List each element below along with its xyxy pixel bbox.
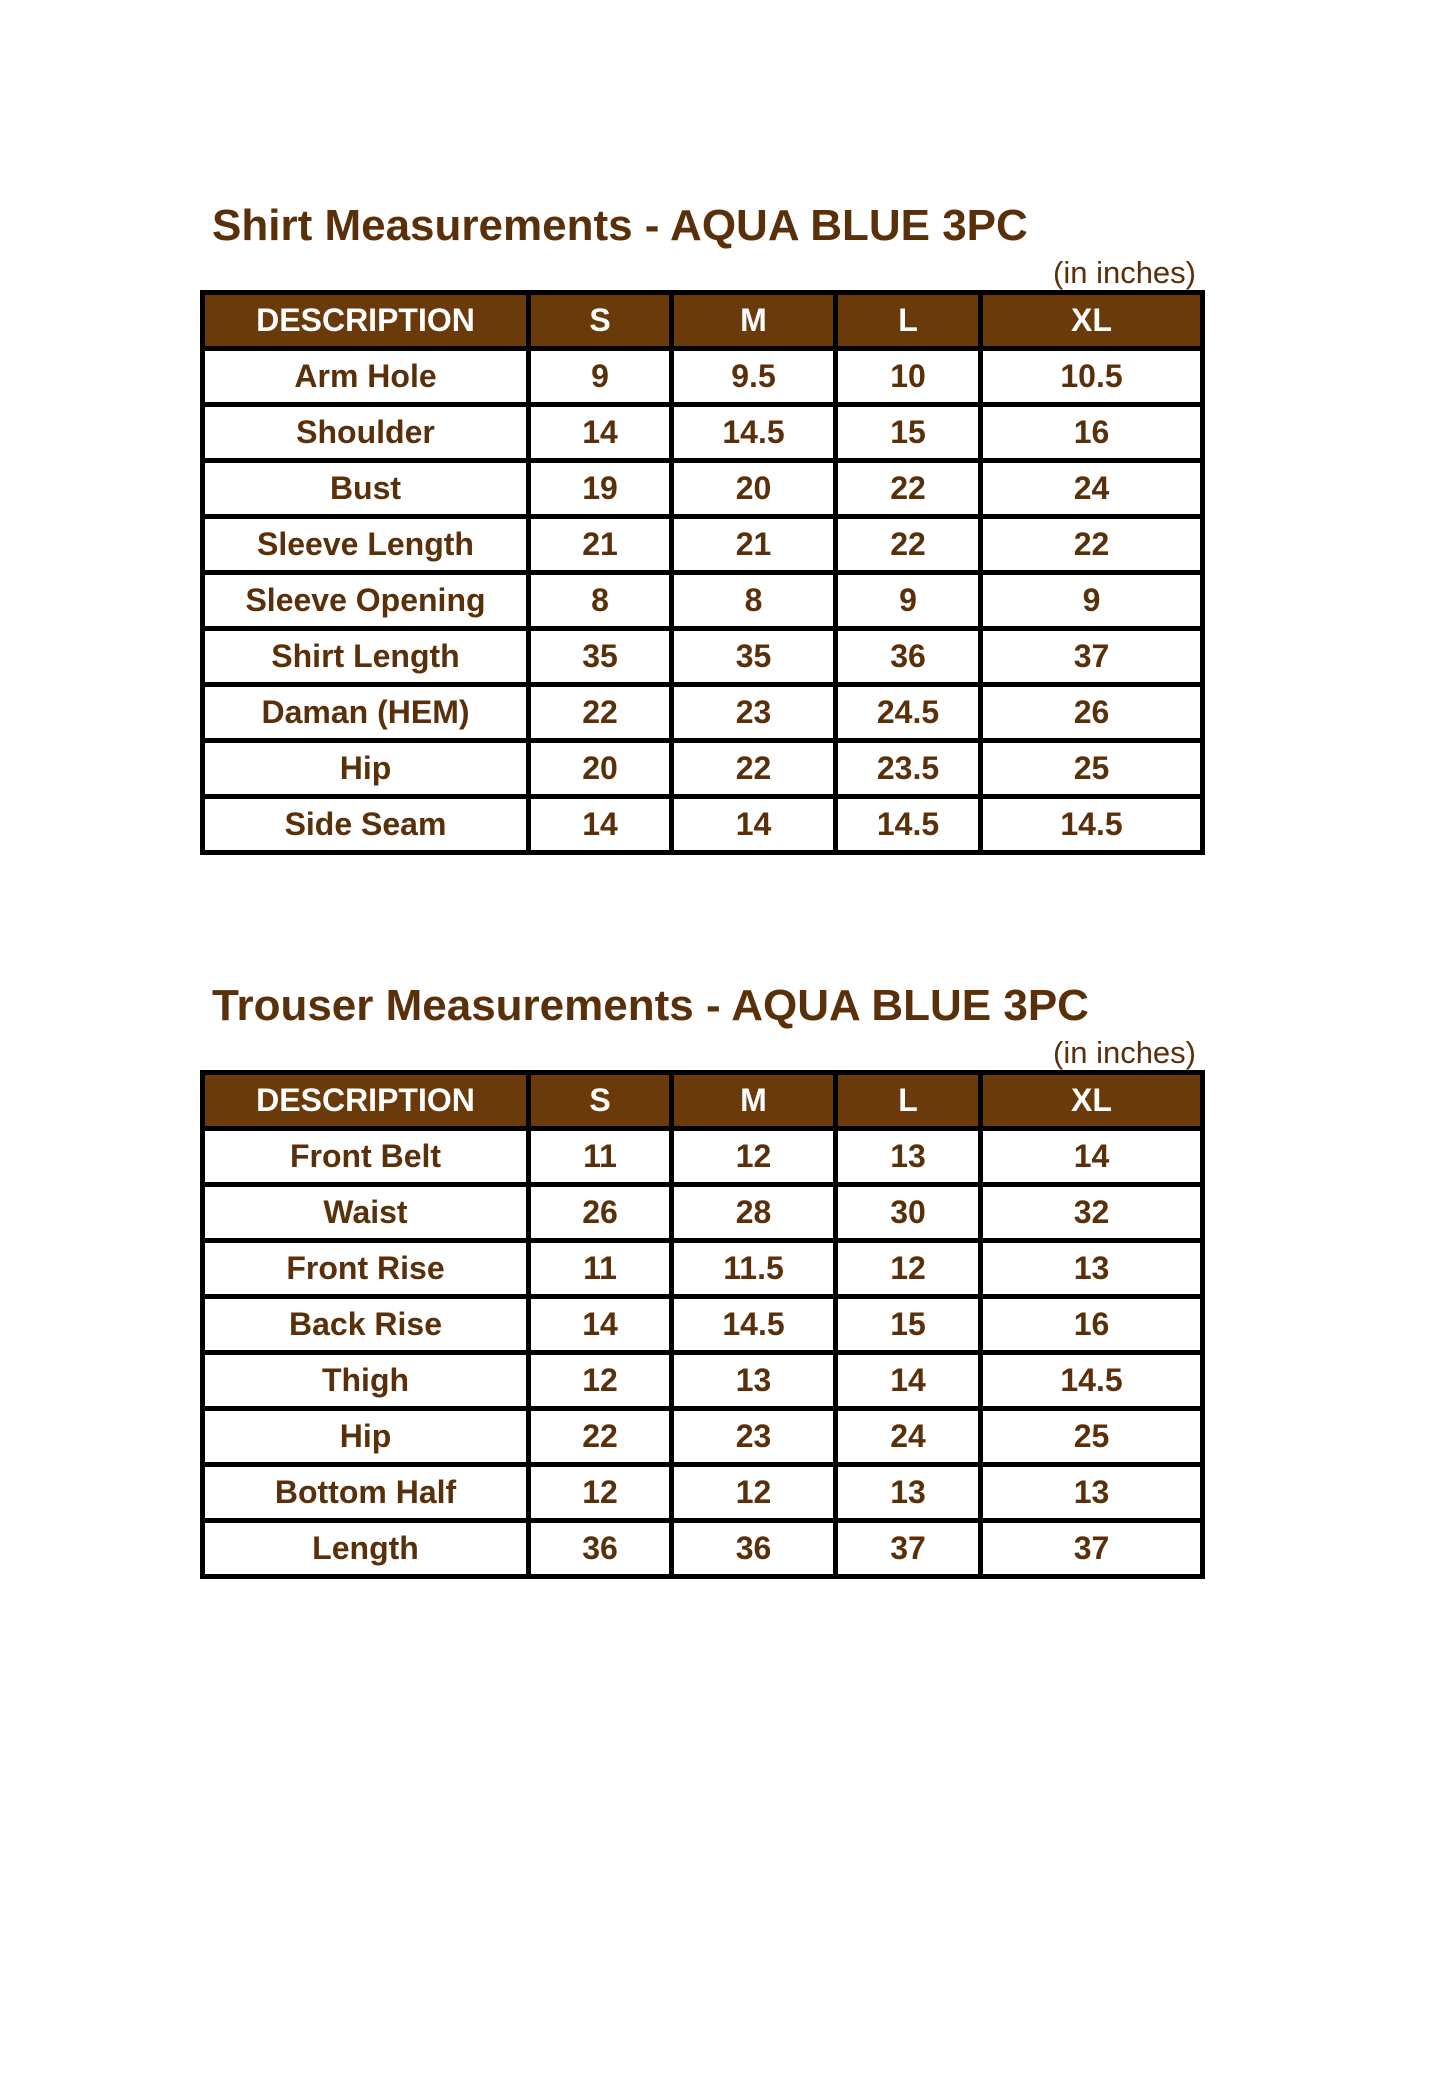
cell-size-xl: 9 — [981, 573, 1203, 629]
cell-size-xl: 14 — [981, 1129, 1203, 1185]
cell-size-l: 24.5 — [836, 685, 981, 741]
row-description: Waist — [203, 1185, 529, 1241]
row-description: Bust — [203, 461, 529, 517]
cell-size-xl: 37 — [981, 629, 1203, 685]
cell-size-l: 12 — [836, 1241, 981, 1297]
trouser-unit-note: (in inches) — [1053, 1035, 1196, 1070]
cell-size-xl: 22 — [981, 517, 1203, 573]
header-size-m: M — [672, 293, 836, 349]
cell-size-s: 35 — [529, 629, 672, 685]
cell-size-m: 12 — [672, 1129, 836, 1185]
cell-size-m: 14.5 — [672, 1297, 836, 1353]
trouser-size-table — [200, 1070, 1205, 1579]
cell-size-xl: 13 — [981, 1241, 1203, 1297]
cell-size-m: 11.5 — [672, 1241, 836, 1297]
table-row — [203, 1353, 1203, 1409]
cell-size-s: 22 — [529, 1409, 672, 1465]
cell-size-m: 8 — [672, 573, 836, 629]
table-row — [203, 1129, 1203, 1185]
row-description: Thigh — [203, 1353, 529, 1409]
row-description: Sleeve Opening — [203, 573, 529, 629]
cell-size-s: 8 — [529, 573, 672, 629]
cell-size-s: 11 — [529, 1129, 672, 1185]
row-description: Hip — [203, 741, 529, 797]
trouser-section — [200, 976, 1200, 1579]
row-description: Front Belt — [203, 1129, 529, 1185]
table-row — [203, 1409, 1203, 1465]
table-row — [203, 1465, 1203, 1521]
cell-size-m: 14.5 — [672, 405, 836, 461]
header-size-l: L — [836, 293, 981, 349]
cell-size-s: 12 — [529, 1353, 672, 1409]
cell-size-m: 28 — [672, 1185, 836, 1241]
cell-size-s: 14 — [529, 405, 672, 461]
trouser-title: Trouser Measurements - AQUA BLUE 3PC — [212, 981, 1089, 1030]
row-description: Front Rise — [203, 1241, 529, 1297]
shirt-section — [200, 196, 1200, 855]
cell-size-xl: 37 — [981, 1521, 1203, 1577]
header-size-s: S — [529, 293, 672, 349]
cell-size-m: 23 — [672, 1409, 836, 1465]
cell-size-xl: 14.5 — [981, 797, 1203, 853]
cell-size-l: 37 — [836, 1521, 981, 1577]
cell-size-m: 20 — [672, 461, 836, 517]
table-row — [203, 685, 1203, 741]
cell-size-m: 22 — [672, 741, 836, 797]
cell-size-xl: 26 — [981, 685, 1203, 741]
cell-size-xl: 24 — [981, 461, 1203, 517]
cell-size-m: 12 — [672, 1465, 836, 1521]
cell-size-m: 13 — [672, 1353, 836, 1409]
row-description: Length — [203, 1521, 529, 1577]
cell-size-m: 23 — [672, 685, 836, 741]
table-row — [203, 349, 1203, 405]
cell-size-l: 30 — [836, 1185, 981, 1241]
table-row — [203, 573, 1203, 629]
cell-size-m: 35 — [672, 629, 836, 685]
header-size-xl: XL — [981, 1073, 1203, 1129]
cell-size-l: 10 — [836, 349, 981, 405]
shirt-title: Shirt Measurements - AQUA BLUE 3PC — [212, 201, 1028, 250]
cell-size-l: 9 — [836, 573, 981, 629]
cell-size-s: 21 — [529, 517, 672, 573]
table-row — [203, 1521, 1203, 1577]
cell-size-xl: 16 — [981, 1297, 1203, 1353]
cell-size-l: 22 — [836, 517, 981, 573]
cell-size-l: 14 — [836, 1353, 981, 1409]
cell-size-l: 23.5 — [836, 741, 981, 797]
header-description: DESCRIPTION — [203, 293, 529, 349]
table-row — [203, 797, 1203, 853]
row-description: Sleeve Length — [203, 517, 529, 573]
table-header-row — [203, 1073, 1203, 1129]
cell-size-s: 9 — [529, 349, 672, 405]
table-header-row — [203, 293, 1203, 349]
cell-size-l: 24 — [836, 1409, 981, 1465]
row-description: Arm Hole — [203, 349, 529, 405]
cell-size-s: 26 — [529, 1185, 672, 1241]
row-description: Daman (HEM) — [203, 685, 529, 741]
row-description: Shoulder — [203, 405, 529, 461]
cell-size-s: 19 — [529, 461, 672, 517]
cell-size-xl: 13 — [981, 1465, 1203, 1521]
table-row — [203, 1241, 1203, 1297]
cell-size-s: 36 — [529, 1521, 672, 1577]
header-description: DESCRIPTION — [203, 1073, 529, 1129]
table-row — [203, 741, 1203, 797]
table-row — [203, 1297, 1203, 1353]
table-row — [203, 461, 1203, 517]
row-description: Bottom Half — [203, 1465, 529, 1521]
header-size-m: M — [672, 1073, 836, 1129]
table-row — [203, 1185, 1203, 1241]
row-description: Shirt Length — [203, 629, 529, 685]
header-size-xl: XL — [981, 293, 1203, 349]
shirt-size-table — [200, 290, 1205, 855]
cell-size-s: 22 — [529, 685, 672, 741]
cell-size-l: 13 — [836, 1465, 981, 1521]
header-size-s: S — [529, 1073, 672, 1129]
cell-size-m: 36 — [672, 1521, 836, 1577]
table-row — [203, 629, 1203, 685]
cell-size-xl: 10.5 — [981, 349, 1203, 405]
cell-size-s: 11 — [529, 1241, 672, 1297]
cell-size-m: 14 — [672, 797, 836, 853]
cell-size-xl: 25 — [981, 1409, 1203, 1465]
cell-size-s: 20 — [529, 741, 672, 797]
cell-size-m: 9.5 — [672, 349, 836, 405]
cell-size-l: 15 — [836, 1297, 981, 1353]
row-description: Back Rise — [203, 1297, 529, 1353]
row-description: Side Seam — [203, 797, 529, 853]
cell-size-s: 14 — [529, 797, 672, 853]
cell-size-l: 13 — [836, 1129, 981, 1185]
table-row — [203, 517, 1203, 573]
cell-size-s: 12 — [529, 1465, 672, 1521]
cell-size-xl: 14.5 — [981, 1353, 1203, 1409]
cell-size-l: 15 — [836, 405, 981, 461]
cell-size-xl: 16 — [981, 405, 1203, 461]
cell-size-xl: 32 — [981, 1185, 1203, 1241]
cell-size-l: 22 — [836, 461, 981, 517]
cell-size-s: 14 — [529, 1297, 672, 1353]
shirt-unit-note: (in inches) — [1053, 255, 1196, 290]
cell-size-l: 14.5 — [836, 797, 981, 853]
cell-size-xl: 25 — [981, 741, 1203, 797]
row-description: Hip — [203, 1409, 529, 1465]
cell-size-m: 21 — [672, 517, 836, 573]
cell-size-l: 36 — [836, 629, 981, 685]
header-size-l: L — [836, 1073, 981, 1129]
table-row — [203, 405, 1203, 461]
